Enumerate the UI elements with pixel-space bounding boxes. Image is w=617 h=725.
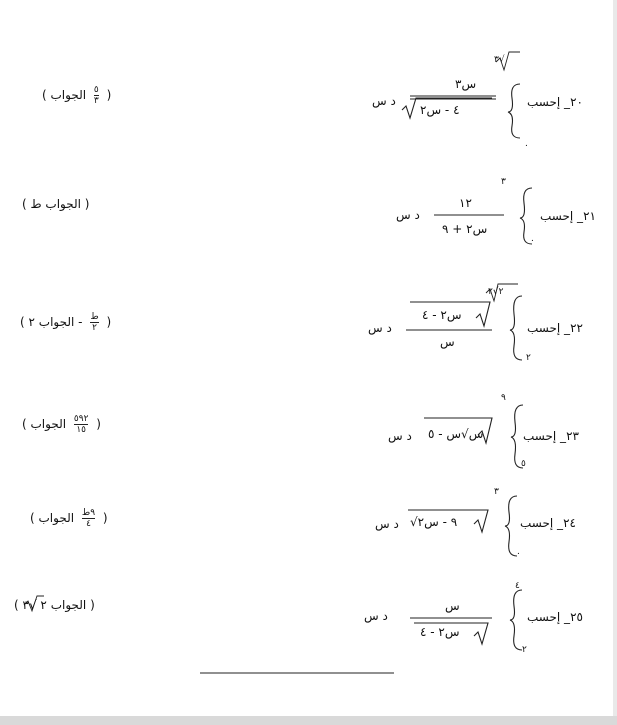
- answer-denominator: ٤: [86, 519, 91, 529]
- answer-prefix: ( الجواب: [22, 417, 67, 431]
- problem-label: ٢٥_ إحسب: [527, 610, 583, 624]
- upper-limit: ٩: [501, 393, 506, 403]
- integrand: س√س - ٥: [428, 427, 484, 441]
- differential: د س: [375, 517, 399, 531]
- answer-suffix: ): [106, 88, 112, 102]
- answer-suffix: ): [96, 417, 101, 431]
- upper-limit: ٢√٢: [488, 287, 504, 297]
- numerator: ١٢: [459, 196, 472, 210]
- numerator: س٣: [455, 77, 477, 91]
- answer-fraction: [90, 312, 98, 333]
- differential: د س: [388, 429, 412, 443]
- upper-limit: ٣: [501, 177, 506, 187]
- upper-limit: ٣: [494, 487, 499, 497]
- answer-23: [22, 414, 101, 435]
- problem-label: ٢٣_ إحسب: [523, 429, 579, 443]
- lower-limit: ٠: [516, 549, 521, 559]
- integral-sign-22: [510, 296, 522, 360]
- answer-21: ( الجواب ط ): [22, 197, 90, 211]
- answer-fraction: [82, 508, 95, 529]
- answer-numerator: ٥: [93, 85, 99, 95]
- answer-denominator: ١٥: [76, 425, 86, 435]
- problem-label: ٢٠_ إحسب: [527, 95, 583, 109]
- integral-sign-25: [510, 590, 522, 650]
- upper-limit: ٤: [515, 581, 520, 591]
- upper-limit: ٣√: [494, 55, 505, 65]
- answer-prefix: ( الجواب: [30, 511, 75, 525]
- answer-prefix: ( الجواب: [42, 88, 87, 102]
- integral-sign-20: [508, 84, 520, 138]
- lower-limit: ٠: [524, 141, 529, 151]
- differential: د س: [396, 208, 420, 222]
- answer-22: [20, 312, 111, 333]
- problem-label: ٢٢_ إحسب: [527, 321, 583, 335]
- answer-denominator: ٣: [93, 96, 99, 106]
- denominator-root: س٢ - ٤: [420, 625, 460, 639]
- integrand: √٩ - س٢: [410, 515, 458, 529]
- answer-numerator: ٥٩٢: [73, 414, 89, 424]
- denominator: س٢ + ٩: [442, 222, 488, 236]
- answer-24: [30, 508, 108, 529]
- answer-denominator: ٢: [92, 323, 97, 333]
- problem-label: ٢٤_ إحسب: [520, 516, 576, 530]
- differential: د س: [372, 94, 396, 108]
- answer-suffix: ): [106, 315, 112, 329]
- numerator: س: [445, 599, 460, 613]
- answer-prefix: ( الجواب ٢ -: [20, 315, 83, 329]
- answer-20: [42, 85, 111, 106]
- numerator-root: س٢ - ٤: [422, 308, 462, 322]
- differential: د س: [364, 609, 388, 623]
- answer-fraction: [94, 85, 99, 106]
- denominator-root: ٤ - س٢: [420, 103, 460, 117]
- answer-numerator: ط: [90, 312, 99, 322]
- problem-label: ٢١_ إحسب: [540, 209, 596, 223]
- answer-fraction: [74, 414, 89, 435]
- answer-25: ( الجواب ٢ √٣ ): [14, 598, 95, 612]
- denominator: س: [440, 335, 455, 349]
- integral-sign-24: [505, 496, 517, 556]
- lower-limit: ٠: [530, 236, 535, 246]
- answer-suffix: ): [102, 511, 108, 525]
- lower-limit: ٢: [522, 645, 527, 655]
- differential: د س: [368, 321, 392, 335]
- lower-limit: ٢: [526, 353, 531, 363]
- answer-numerator: ٩ط: [81, 508, 96, 518]
- lower-limit: ٥: [521, 459, 526, 469]
